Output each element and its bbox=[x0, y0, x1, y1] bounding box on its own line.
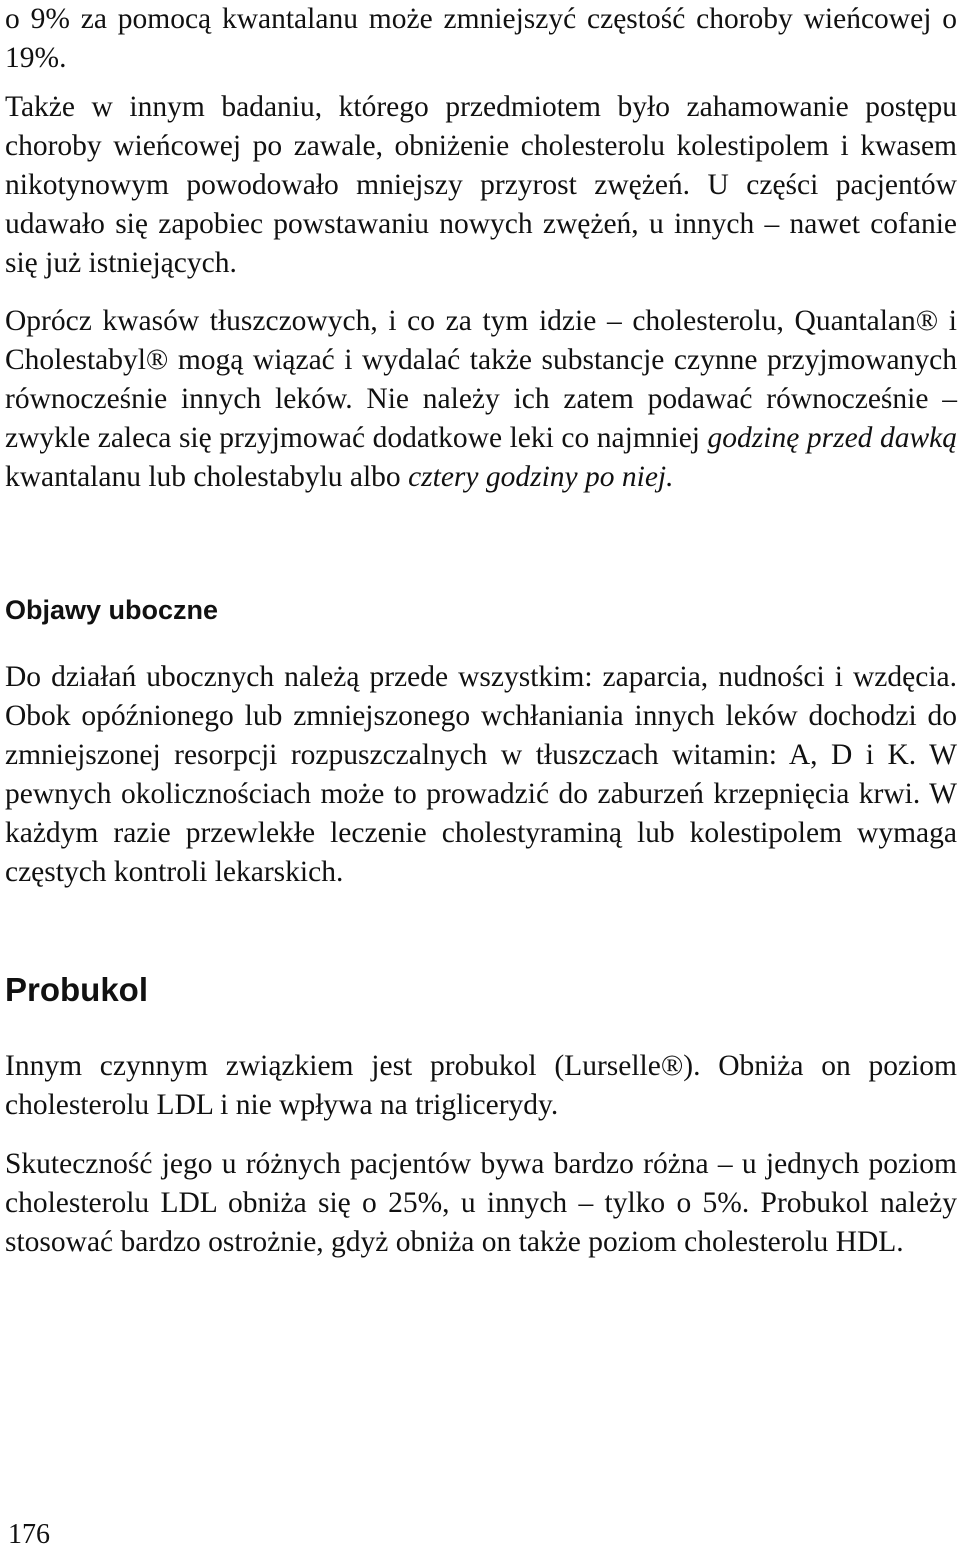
section-heading-side-effects: Objawy uboczne bbox=[5, 595, 219, 625]
page-number: 176 bbox=[8, 1519, 50, 1550]
interactions-emphasis-before-dose: godzinę przed dawką bbox=[707, 422, 957, 454]
paragraph-study: Także w innym badaniu, którego przedmiotem było zahamowanie postępu choroby wieńcowej po zawale, obniżenie cholesterolu kolestipolem i kwasem nikotynowym powodowało mniejszy przyrost zwężeń. U części pacjentów udawało się zapobiec powstawaniu nowych zwężeń, u innych – nawet cofanie się już istniejących. bbox=[5, 91, 957, 279]
interactions-emphasis-after-dose: cztery godziny po niej. bbox=[408, 461, 674, 493]
paragraph-continuation: o 9% za pomocą kwantalanu może zmniejszyć częstość choroby wieńcowej o 19%. bbox=[5, 3, 957, 74]
paragraph-probukol-intro: Innym czynnym związkiem jest probukol (Lurselle®). Obniża on poziom cholesterolu LDL i nie wpływa na triglicerydy. bbox=[5, 1050, 957, 1121]
paragraph-side-effects: Do działań ubocznych należą przede wszystkim: zaparcia, nudności i wzdęcia. Obok opóźnionego lub zmniejszonego wchłaniania innych leków dochodzi do zmniejszonej resorpcji rozpuszczalnych w tłuszczach witamin: A, D i K. W pewnych okolicznościach może to prowadzić do zaburzeń krzepnięcia krwi. W każdym razie przewlekłe leczenie cholestyraminą lub kolestipolem wymaga częstych kontroli lekarskich. bbox=[5, 661, 957, 888]
paragraph-probukol-effectiveness: Skuteczność jego u różnych pacjentów bywa bardzo różna – u jednych poziom cholesterolu LDL obniża się o 25%, u innych – tylko o 5%. Probukol należy stosować bardzo ostrożnie, gdyż obniża on także poziom cholesterolu HDL. bbox=[5, 1148, 957, 1258]
interactions-text-start: Oprócz kwasów tłuszczowych, i co za tym idzie – cholesterolu, Quantalan® i Cholestabyl® mogą wiązać i wydalać także substancje czynne przyjmowanych równocześnie innych leków. Nie należy ich zatem podawać równocześnie – zwykle zaleca się przyjmować dodatkowe leki co najmniej bbox=[5, 305, 957, 454]
interactions-text-middle: kwantalanu lub cholestabylu albo bbox=[5, 461, 409, 493]
section-heading-probukol: Probukol bbox=[5, 971, 149, 1008]
paragraph-interactions bbox=[5, 302, 957, 497]
